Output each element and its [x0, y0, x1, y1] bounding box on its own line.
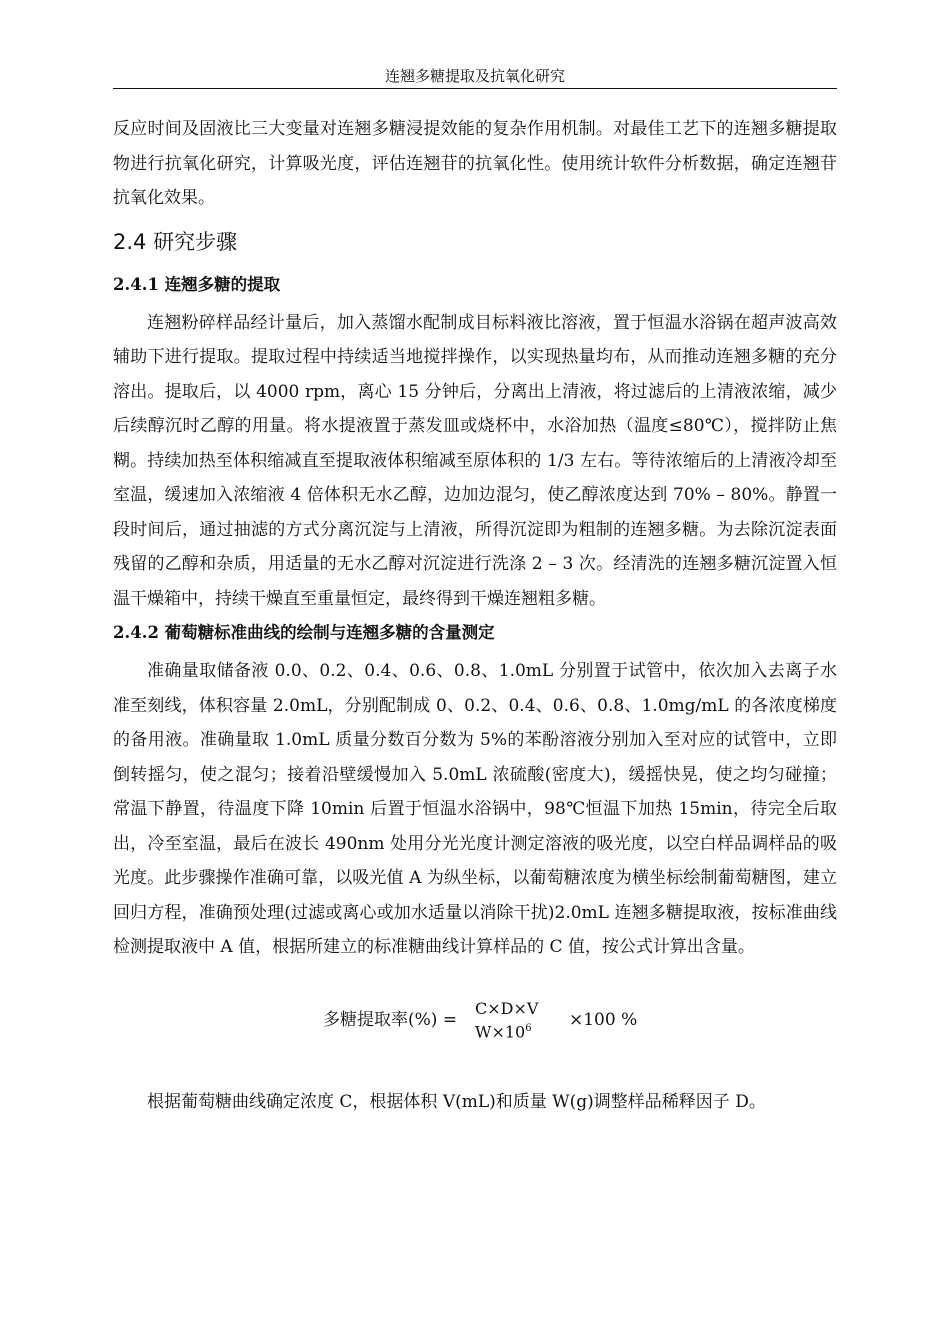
extraction-paragraph: 连翘粉碎样品经计量后，加入蒸馏水配制成目标料液比溶液，置于恒温水浴锅在超声波高效辅助下进行提取。提取过程中持续适当地搅拌操作，以实现热量均布，从而推动连翘多糖的充分溶出。提取后，以 4000 rpm，离心 15 分钟后，分离出上清液，将过滤后的上清液浓缩，减少后续醇沉时乙醇的用量。将水提液置于蒸发皿或烧杯中，水浴加热（温度≤80℃），搅拌防止焦糊。持续加热至体积缩减直至提取液体积缩减至原体积的 1/3 左右。等待浓缩后的上清液冷却至室温，缓速加入浓缩液 4 倍体积无水乙醇，边加边混匀，使乙醇浓度达到 70% – 80%。静置一段时间后，通过抽滤的方式分离沉淀与上清液，所得沉淀即为粗制的连翘多糖。为去除沉淀表面残留的乙醇和杂质，用适量的无水乙醇对沉淀进行洗涤 2 – 3 次。经清洗的连翘多糖沉淀置入恒温干燥箱中，持续干燥直至重量恒定，最终得到干燥连翘粗多糖。 [113, 312, 837, 609]
running-header [113, 64, 837, 89]
formula-denominator-exponent: 6 [525, 1022, 532, 1034]
glucose-curve-paragraph: 准确量取储备液 0.0、0.2、0.4、0.6、0.8、1.0mL 分别置于试管中，依次加入去离子水准至刻线，体积容量 2.0mL，分别配制成 0、0.2、0.4、0.6、0.8、1.0mg/mL 的各浓度梯度的备用液。准确量取 1.0mL 质量分数百分数为 5%的苯酚溶液分别加入至对应的试管中，立即倒转摇匀，使之混匀；接着沿壁缓慢加入 5.0mL 浓硫酸(密度大)，缓摇快晃，使之均匀碰撞；常温下静置，待温度下降 10min 后置于恒温水浴锅中，98℃恒温下加热 15min，待完全后取出，冷至室温，最后在波长 490nm 处用分光光度计测定溶液的吸光度，以空白样品调样品的吸光度。此步骤操作准确可靠，以吸光值 A 为纵坐标，以葡萄糖浓度为横坐标绘制葡萄糖图，建立回归方程，准确预处理(过滤或离心或加水适量以消除干扰)2.0mL 连翘多糖提取液，按标准曲线检测提取液中 A 值，根据所建立的标准糖曲线计算样品的 C 值，按公式计算出含量。 [113, 661, 837, 957]
formula-lhs: 多糖提取率(%) = [323, 1009, 458, 1030]
section-heading-2-4: 2.4 研究步骤 [113, 229, 238, 254]
formula-numerator: C×D×V [475, 998, 539, 1018]
formula-multiplier: ×100 % [569, 1009, 638, 1030]
section-heading-2-4-1: 2.4.1 连翘多糖的提取 [113, 274, 281, 294]
page-body [113, 112, 837, 1119]
closing-paragraph: 根据葡萄糖曲线确定浓度 C，根据体积 V(mL)和质量 W(g)调整样品稀释因子 D。 [147, 1091, 766, 1112]
running-header-title: 连翘多糖提取及抗氧化研究 [384, 67, 565, 85]
intro-paragraph: 反应时间及固液比三大变量对连翘多糖浸提效能的复杂作用机制。对最佳工艺下的连翘多糖提取物进行抗氧化研究，计算吸光度，评估连翘苷的抗氧化性。使用统计软件分析数据，确定连翘苷抗氧化效果。 [113, 119, 837, 208]
formula-fraction [475, 999, 538, 1042]
formula-denominator-base: W×10 [475, 1021, 526, 1041]
extraction-rate-formula [113, 965, 837, 1085]
formula-denominator [475, 1019, 538, 1042]
section-heading-2-4-2: 2.4.2 葡萄糖标准曲线的绘制与连翘多糖的含量测定 [113, 623, 495, 642]
